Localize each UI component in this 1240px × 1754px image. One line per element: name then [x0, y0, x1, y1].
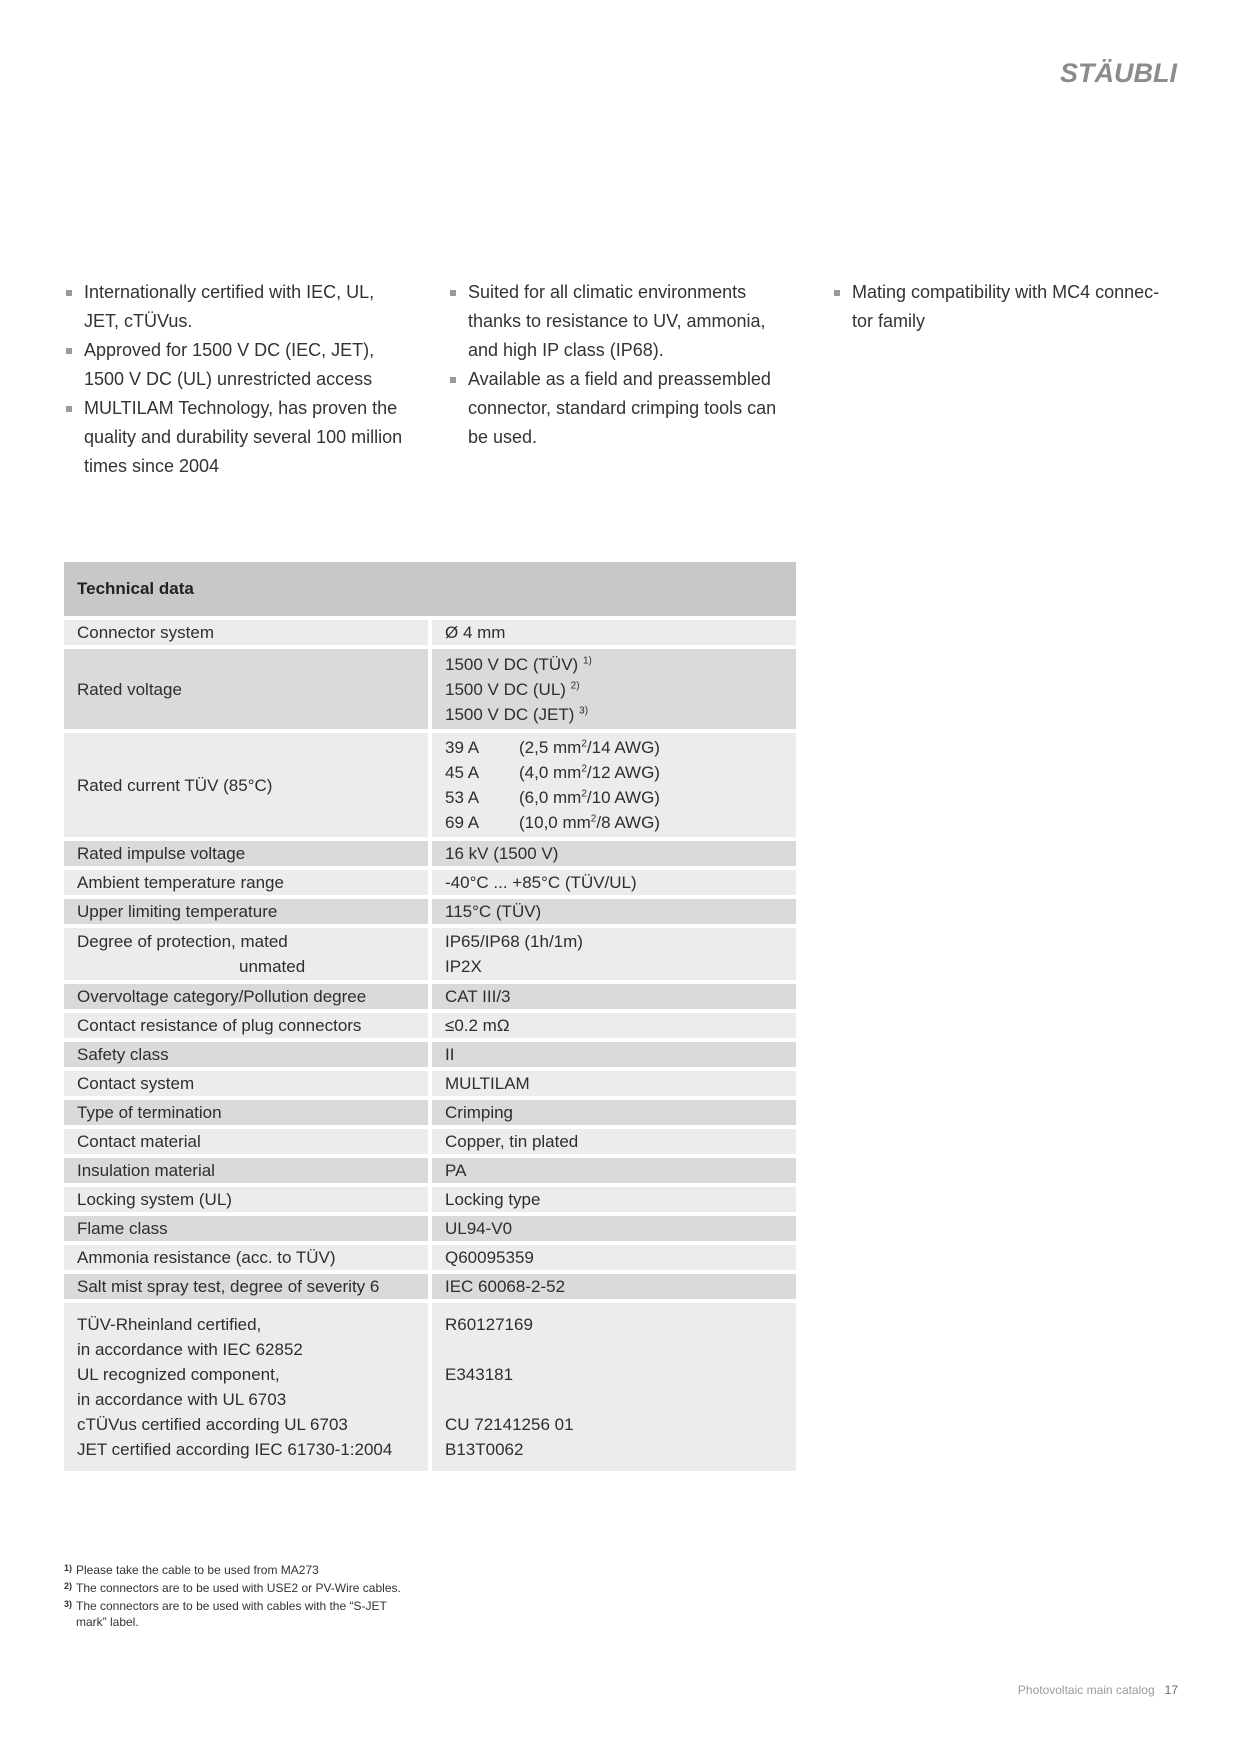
table-row — [64, 1243, 796, 1272]
row-label: Connector system — [64, 618, 430, 647]
table-row — [64, 1156, 796, 1185]
page-footer — [1018, 1683, 1178, 1697]
cert-value — [445, 1387, 783, 1412]
cert-label: UL recognized component, — [77, 1365, 280, 1384]
bullet-item: Suited for all climatic environments thanks to resistance to UV, ammonia, and high IP class (IP68). — [448, 278, 788, 365]
footnote-text: The connectors are to be used with USE2 or PV-Wire cables. — [76, 1581, 401, 1595]
voltage-line — [445, 677, 783, 702]
current-amp: 45 A — [445, 763, 480, 782]
cert-label: TÜV-Rheinland certified, — [77, 1315, 262, 1334]
cert-value — [445, 1337, 783, 1362]
current-awg: /10 AWG) — [586, 788, 660, 807]
row-value: 115°C (TÜV) — [430, 897, 796, 926]
current-awg: /8 AWG) — [596, 813, 660, 832]
bullet-item: Mating compatibility with MC4 connec-tor family — [832, 278, 1172, 336]
row-value: -40°C ... +85°C (TÜV/UL) — [430, 868, 796, 897]
bullet-item: MULTILAM Technology, has proven the quality and durability several 100 million times since 2004 — [64, 394, 404, 481]
table-row — [64, 1127, 796, 1156]
current-line — [445, 760, 783, 785]
catalog-name: Photovoltaic main catalog — [1017, 1683, 1155, 1697]
cert-value: CU 72141256 01 — [445, 1415, 574, 1434]
cert-value: B13T0062 — [445, 1440, 524, 1459]
bullet-column-2 — [448, 278, 788, 452]
superscript: 2 — [581, 738, 587, 750]
row-label: Rated impulse voltage — [64, 839, 430, 868]
row-label: Contact material — [64, 1127, 430, 1156]
voltage-line — [445, 702, 783, 727]
bullet-column-3 — [832, 278, 1172, 336]
row-value: UL94-V0 — [430, 1214, 796, 1243]
row-label: Locking system (UL) — [64, 1185, 430, 1214]
superscript: 2 — [581, 763, 587, 775]
table-row — [64, 868, 796, 897]
current-size: (10,0 mm — [519, 813, 591, 832]
footnote-ref: 1) — [582, 654, 592, 666]
rated-current-values — [430, 731, 796, 839]
footnote-mark: 1) — [64, 1563, 73, 1573]
current-size: (6,0 mm — [519, 788, 582, 807]
protection-unmated-label: unmated — [239, 957, 306, 976]
superscript: 2 — [581, 788, 587, 800]
bullet-item: Approved for 1500 V DC (IEC, JET), 1500 V DC (UL) unrestricted access — [64, 336, 404, 394]
row-value: 16 kV (1500 V) — [430, 839, 796, 868]
row-label: Contact system — [64, 1069, 430, 1098]
table-row — [64, 647, 796, 731]
row-label: Overvoltage category/Pollution degree — [64, 982, 430, 1011]
table-row — [64, 897, 796, 926]
row-label: Rated voltage — [64, 647, 430, 731]
footnote — [64, 1598, 404, 1630]
row-value: Locking type — [430, 1185, 796, 1214]
footnote-ref: 3) — [579, 704, 589, 716]
bullet-item: Available as a field and preassembled connector, standard crimping tools can be used. — [448, 365, 788, 452]
row-label: Upper limiting temperature — [64, 897, 430, 926]
row-value: CAT III/3 — [430, 982, 796, 1011]
rated-voltage-values — [430, 647, 796, 731]
protection-label — [64, 926, 430, 982]
cert-value: R60127169 — [445, 1315, 533, 1334]
row-value: Crimping — [430, 1098, 796, 1127]
table-row — [64, 1098, 796, 1127]
footnote-ref: 2) — [570, 679, 580, 691]
row-label: Type of termination — [64, 1098, 430, 1127]
current-size: (4,0 mm — [519, 763, 582, 782]
footnote-mark: 3) — [64, 1599, 73, 1609]
bullet-column-1 — [64, 278, 404, 481]
voltage-text: 1500 V DC (UL) — [445, 679, 566, 699]
current-line — [445, 785, 783, 810]
logo-text: STÄUBLI — [1060, 58, 1177, 88]
table-row — [64, 731, 796, 839]
feature-bullets — [64, 278, 1184, 488]
current-amp: 69 A — [445, 813, 480, 832]
current-size: (2,5 mm — [519, 738, 582, 757]
protection-unmated-value: IP2X — [445, 957, 482, 976]
current-line — [445, 810, 783, 835]
row-value: Ø 4 mm — [430, 618, 796, 647]
superscript: 2 — [590, 813, 597, 825]
footnote-text: The connectors are to be used with cables with the “S-JET mark” label. — [76, 1599, 387, 1629]
row-label: Salt mist spray test, degree of severity 6 — [64, 1272, 430, 1301]
protection-values — [430, 926, 796, 982]
row-value: Copper, tin plated — [430, 1127, 796, 1156]
current-awg: /12 AWG) — [586, 763, 660, 782]
cert-value: E343181 — [445, 1365, 514, 1384]
certifications-values — [430, 1301, 796, 1473]
row-value: II — [430, 1040, 796, 1069]
table-row — [64, 1011, 796, 1040]
table-row — [64, 618, 796, 647]
voltage-text: 1500 V DC (JET) — [445, 704, 575, 724]
table-row — [64, 926, 796, 982]
row-label: Rated current TÜV (85°C) — [64, 731, 430, 839]
current-line — [445, 735, 783, 760]
footnote-mark: 2) — [64, 1581, 73, 1591]
row-label: Ambient temperature range — [64, 868, 430, 897]
row-value: Q60095359 — [430, 1243, 796, 1272]
cert-label: in accordance with IEC 62852 — [77, 1340, 303, 1359]
technical-data-table — [64, 562, 796, 1475]
row-value: IEC 60068-2-52 — [430, 1272, 796, 1301]
row-label: Safety class — [64, 1040, 430, 1069]
page-number: 17 — [1164, 1683, 1178, 1697]
technical-data-title: Technical data — [64, 562, 796, 618]
table-row — [64, 982, 796, 1011]
table-row — [64, 1069, 796, 1098]
cert-label: in accordance with UL 6703 — [77, 1390, 287, 1409]
bullet-item: Internationally certified with IEC, UL, JET, cTÜVus. — [64, 278, 404, 336]
footnote — [64, 1580, 404, 1596]
table-row — [64, 1185, 796, 1214]
row-value: MULTILAM — [430, 1069, 796, 1098]
row-label: Flame class — [64, 1214, 430, 1243]
voltage-line — [445, 652, 783, 677]
protection-mated-value: IP65/IP68 (1h/1m) — [445, 932, 583, 951]
cert-label: cTÜVus certified according UL 6703 — [77, 1415, 348, 1434]
footnotes — [64, 1562, 404, 1632]
footnote — [64, 1562, 404, 1578]
current-amp: 53 A — [445, 788, 480, 807]
current-awg: /14 AWG) — [586, 738, 660, 757]
staubli-logo-mark — [1058, 55, 1188, 89]
cert-label: JET certified according IEC 61730-1:2004 — [77, 1440, 393, 1459]
current-amp: 39 A — [445, 738, 480, 757]
table-row — [64, 839, 796, 868]
table-row — [64, 1214, 796, 1243]
certifications-row — [64, 1301, 796, 1473]
row-value: PA — [430, 1156, 796, 1185]
row-value: ≤0.2 mΩ — [430, 1011, 796, 1040]
staubli-logo — [1058, 55, 1188, 89]
table-row — [64, 1272, 796, 1301]
row-label: Insulation material — [64, 1156, 430, 1185]
row-label: Ammonia resistance (acc. to TÜV) — [64, 1243, 430, 1272]
table-row — [64, 1040, 796, 1069]
row-label: Contact resistance of plug connectors — [64, 1011, 430, 1040]
footnote-text: Please take the cable to be used from MA273 — [76, 1563, 319, 1577]
protection-mated-label: Degree of protection, mated — [77, 932, 288, 951]
voltage-text: 1500 V DC (TÜV) — [445, 654, 579, 674]
certifications-labels — [64, 1301, 430, 1473]
